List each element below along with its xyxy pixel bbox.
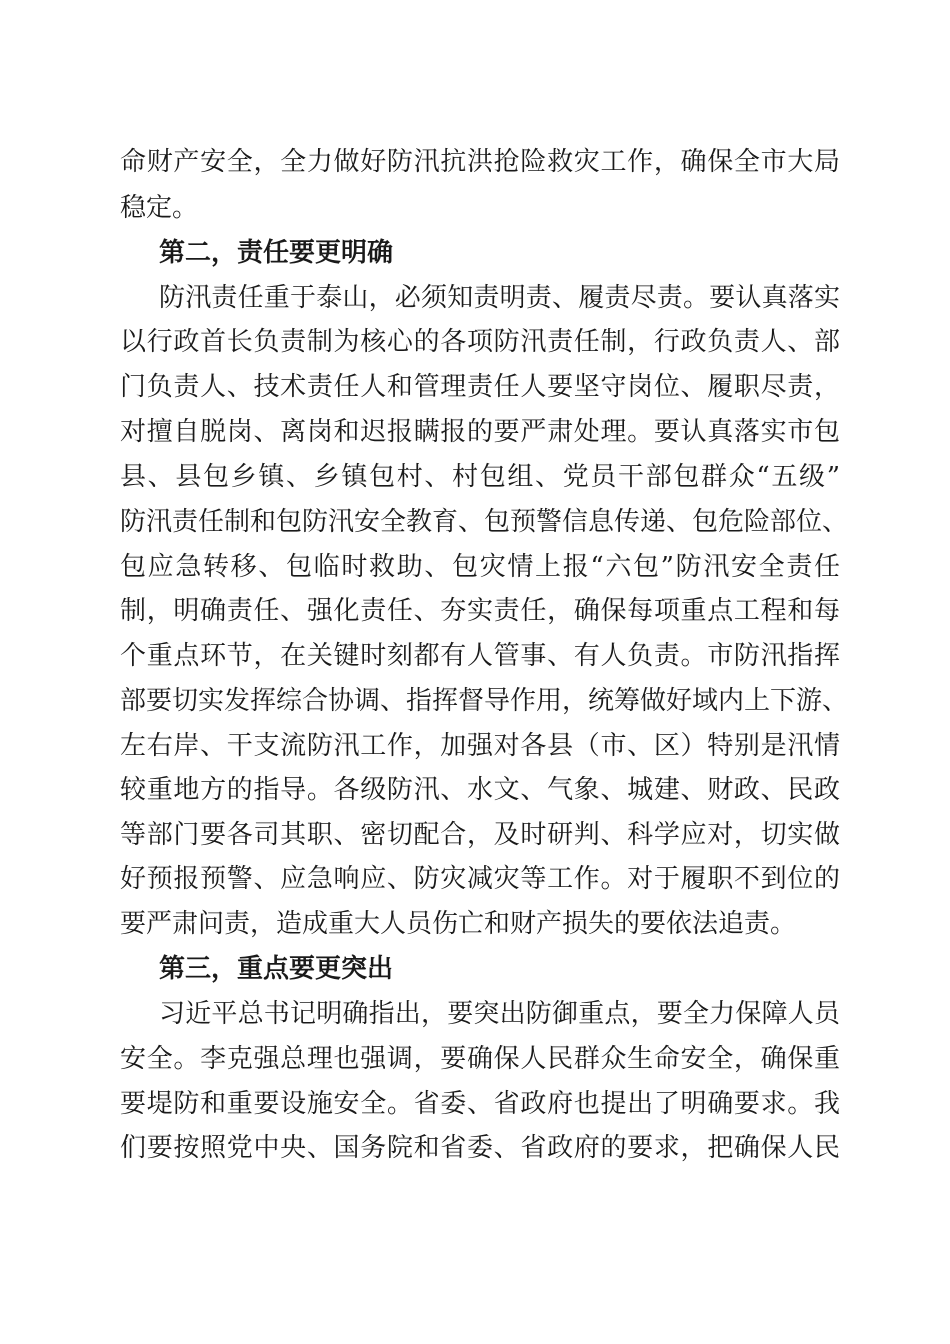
- section-heading-3: 第三，重点要更突出: [159, 954, 394, 984]
- text-line: 等部门要各司其职、密切配合，及时研判、科学应对，切实做: [120, 820, 840, 850]
- text-line: 防汛责任制和包防汛安全教育、包预警信息传递、包危险部位、: [120, 507, 849, 537]
- text-line: 较重地方的指导。各级防汛、水文、气象、城建、财政、民政: [120, 775, 840, 805]
- text-line: 制，明确责任、强化责任、夯实责任，确保每项重点工程和每: [120, 596, 840, 626]
- text-line: 防汛责任重于泰山，必须知责明责、履责尽责。要认真落实: [159, 283, 840, 313]
- text-line: 县、县包乡镇、乡镇包村、村包组、党员干部包群众“五级”: [120, 462, 840, 492]
- text-line: 左右岸、干支流防汛工作，加强对各县（市、区）特别是汛情: [120, 731, 840, 761]
- text-line: 要严肃问责，造成重大人员伤亡和财产损失的要依法追责。: [120, 909, 797, 939]
- text-line: 命财产安全，全力做好防汛抗洪抢险救灾工作，确保全市大局: [120, 147, 840, 177]
- text-line: 包应急转移、包临时救助、包灾情上报“六包”防汛安全责任: [120, 552, 840, 582]
- text-line: 要堤防和重要设施安全。省委、省政府也提出了明确要求。我: [120, 1089, 840, 1119]
- text-line: 个重点环节，在关键时刻都有人管事、有人负责。市防汛指挥: [120, 641, 840, 671]
- text-line: 对擅自脱岗、离岗和迟报瞒报的要严肃处理。要认真落实市包: [120, 417, 840, 447]
- text-line: 部要切实发挥综合协调、指挥督导作用，统筹做好域内上下游、: [120, 686, 849, 716]
- text-line: 习近平总书记明确指出，要突出防御重点，要全力保障人员: [159, 999, 840, 1029]
- text-line: 稳定。: [120, 193, 199, 223]
- text-line: 安全。李克强总理也强调，要确保人民群众生命安全，确保重: [120, 1044, 840, 1074]
- text-line: 好预报预警、应急响应、防灾减灾等工作。对于履职不到位的: [120, 864, 840, 894]
- text-line: 们要按照党中央、国务院和省委、省政府的要求，把确保人民: [120, 1133, 840, 1163]
- section-heading-2: 第二，责任要更明确: [159, 238, 394, 268]
- text-line: 门负责人、技术责任人和管理责任人要坚守岗位、履职尽责，: [120, 372, 840, 402]
- text-line: 以行政首长负责制为核心的各项防汛责任制，行政负责人、部: [120, 327, 840, 357]
